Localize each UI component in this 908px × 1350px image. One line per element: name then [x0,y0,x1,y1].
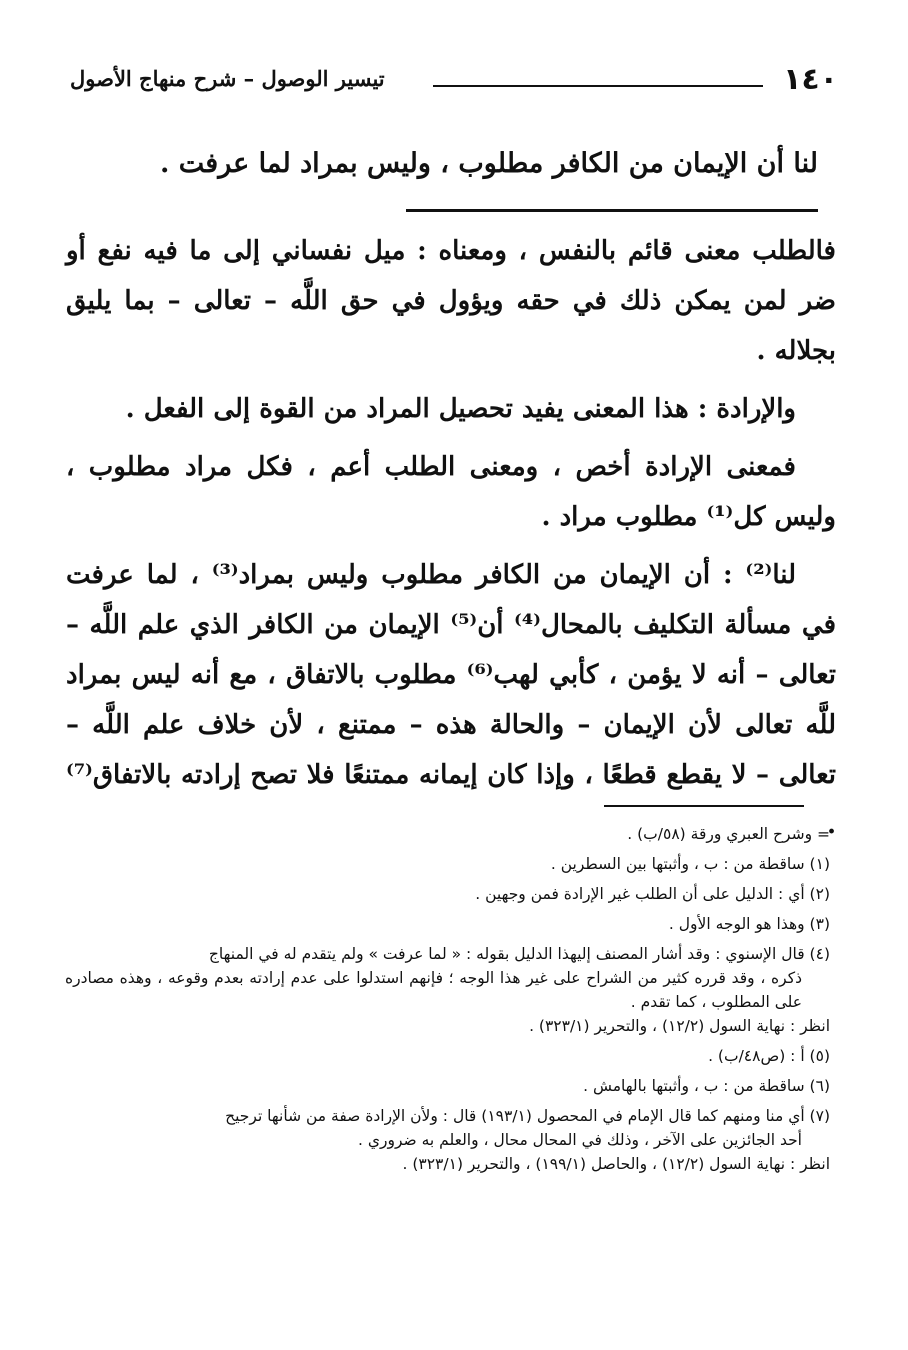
footnote-7 [65,1104,830,1176]
footnote-6: (٦) ساقطة من : ب ، وأثبتها بالهامش . [583,1077,830,1095]
paragraph-evidence: لنا⁽²⁾ : أن الإيمان من الكافر مطلوب وليس بمراد⁽³⁾ ، لما عرفت في مسألة التكليف بالمحال⁽⁴⁾ أن⁽⁵⁾ الإيمان من الكافر الذي علم اللَّه – تعالى – أنه لا يؤمن ، كأبي لهب⁽⁶⁾ مطلوب بالاتفاق ، مع أنه ليس بمراد للَّه تعالى لأن الإيمان – والحالة هذه – ممتنع ، لأن خلاف علم اللَّه – تعالى – لا يقطع قطعًا ، وإذا كان إيمانه ممتنعًا فلا تصح إرادته بالاتفاق⁽⁷⁾ . [66,560,837,840]
footnote-4 [65,942,830,1038]
quoted-matn-text: لنا أن الإيمان من الكافر مطلوب ، وليس بمراد لما عرفت . [160,148,818,179]
paragraph-specific-general: فمعنى الإرادة أخص ، ومعنى الطلب أعم ، فكل مراد مطلوب ، وليس كل⁽¹⁾ مطلوب مراد . [66,452,836,532]
page-number: ١٤٠ [783,62,838,97]
footnote-4-reference: انظر : نهاية السول (١٢/٢) ، والتحرير (٣٢٣/١) . [529,1017,830,1035]
header-rule [433,85,763,87]
footnote-1: (١) ساقطة من : ب ، وأثبتها بين السطرين . [550,855,830,873]
commentary-body [66,226,836,858]
footnote-5: (٥) أ : (ص٤٨/ب) . [708,1047,830,1065]
footnote-continuation: = وشرح العبري ورقة (٥٨/ب) . [627,825,830,843]
page-header [70,62,838,108]
footnote-7-continuation: أحد الجائزين على الآخر ، وذلك في المحال محال ، والعلم به ضروري . [358,1131,802,1149]
footnote-separator-rule [604,805,804,807]
footnote-4-continuation: ذكره ، وقد قرره كثير من الشراح على غير هذا الوجه ؛ فإنهم استدلوا على عدم إرادته بعدم وقوعه ، وهذه مصادره على المطلوب ، كما تقدم . [65,969,802,1011]
footnote-4-line: (٤) قال الإسنوي : وقد أشار المصنف إليهذا الدليل بقوله : « لما عرفت » ولم يتقدم له في المنهاج [208,945,830,963]
matn-separator-rule [406,209,818,212]
paragraph-irada-definition: والإرادة : هذا المعنى يفيد تحصيل المراد من القوة إلى الفعل . [125,394,796,424]
footnote-7-line: (٧) أي منا ومنهم كما قال الإمام في المحصول (١٩٣/١) قال : ولأن الإرادة صفة من شأنها ترجيح [225,1107,830,1125]
footnote-3: (٣) وهذا هو الوجه الأول . [668,915,830,933]
running-title: تيسير الوصول – شرح منهاج الأصول [70,66,385,91]
footnote-7-reference: انظر : نهاية السول (١٢/٢) ، والحاصل (١٩٩/١) ، والتحرير (٣٢٣/١) . [402,1155,830,1173]
footnotes-section [65,822,830,1182]
footnote-2: (٢) أي : الدليل على أن الطلب غير الإرادة فمن وجهين . [475,885,830,903]
paragraph-talab-definition: فالطلب معنى قائم بالنفس ، ومعناه : ميل نفساني إلى ما فيه نفع أو ضر لمن يمكن ذلك في حقه ويؤول في حق اللَّه – تعالى – بما يليق بجلاله . [66,236,836,366]
